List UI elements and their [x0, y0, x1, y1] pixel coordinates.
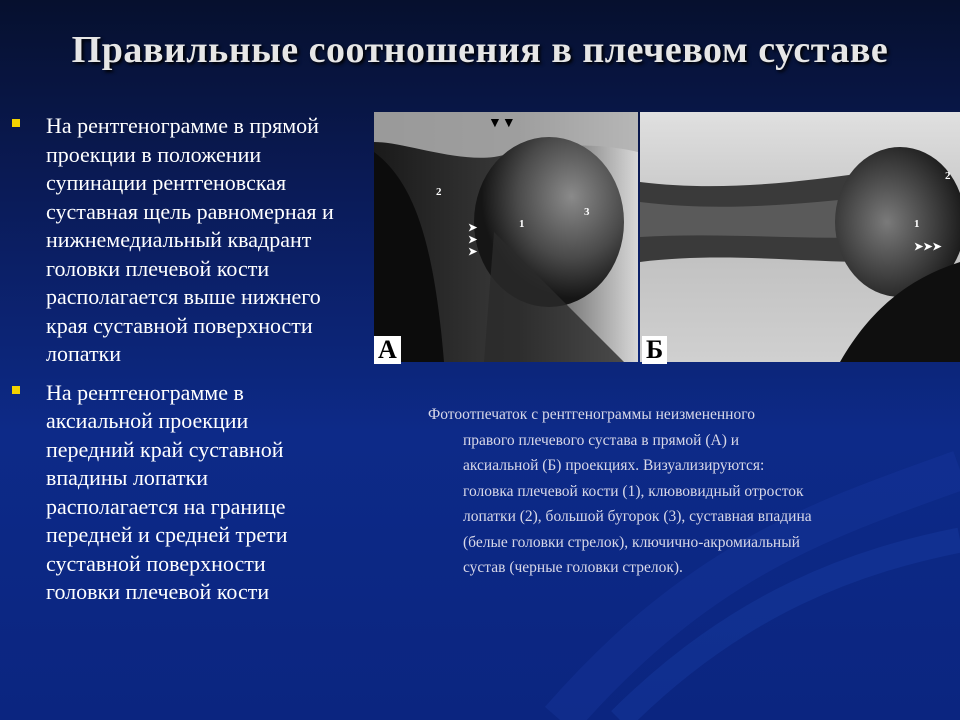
bullet-line: передней и средней трети [46, 522, 288, 547]
black-arrowhead-icon: ▼▼ [488, 116, 516, 131]
bullet-line: располагается выше нижнего [46, 284, 321, 309]
xray-image-a [374, 112, 638, 362]
caption-line: (белые головки стрелок), ключично-акромиальный [463, 533, 800, 551]
bullet-line: впадины лопатки [46, 465, 208, 490]
caption-line: аксиальной (Б) проекциях. Визуализируются: [463, 457, 765, 474]
bullet-line: головки плечевой кости [46, 579, 270, 604]
bullet-line: передний край суставной [46, 436, 284, 462]
bullet-line: суставной поверхности [46, 550, 266, 576]
white-arrowhead-icon: ➤➤➤ [914, 241, 942, 253]
bullet-line: супинации рентгеновская [46, 170, 287, 195]
bullet-line: На рентгенограмме в [46, 379, 244, 405]
xray-a-mark: 3 [584, 206, 590, 218]
caption-line: лопатки (2), большой бугорок (3), суставная впадина [463, 508, 812, 525]
image-label-b: Б [642, 336, 667, 364]
caption-line: сустав (черные головки стрелок). [463, 559, 683, 576]
bullet-line: располагается на границе [46, 493, 286, 519]
bullet-line: лопатки [46, 341, 122, 366]
image-label-a: А [374, 336, 401, 364]
bullet-square-icon [12, 386, 20, 394]
bullet-line: На рентгенограмме в прямой [46, 113, 319, 138]
bullet-line: нижнемедиальный квадрант [46, 227, 312, 252]
caption-line: правого плечевого сустава в прямой (А) и [463, 431, 740, 449]
xray-image-b [640, 112, 960, 362]
caption-line: головка плечевой кости (1), клювовидный отросток [463, 482, 804, 500]
bullet-item [10, 379, 380, 607]
xray-a-mark: 1 [519, 218, 525, 230]
slide-title: Правильные соотношения в плечевом суставе [71, 29, 889, 71]
bullet-line: головки плечевой кости [46, 255, 270, 281]
xray-a-mark: 2 [436, 186, 442, 198]
xray-b-mark: 1 [914, 218, 920, 230]
bullet-item [10, 112, 380, 369]
caption-line: Фотоотпечаток с рентгенограммы неизмененного [428, 406, 755, 423]
figure-caption [428, 402, 908, 581]
bullet-line: суставная щель равномерная и [46, 198, 334, 224]
white-arrowhead-icon: ➤ ➤ ➤ [468, 222, 478, 258]
bullet-line: края суставной поверхности [46, 312, 313, 338]
bullet-list [10, 112, 380, 617]
xray-b-mark: 2 [945, 170, 951, 182]
bullet-square-icon [12, 119, 20, 127]
bullet-line: аксиальной проекции [46, 408, 249, 433]
bullet-line: проекции в положении [46, 141, 262, 167]
